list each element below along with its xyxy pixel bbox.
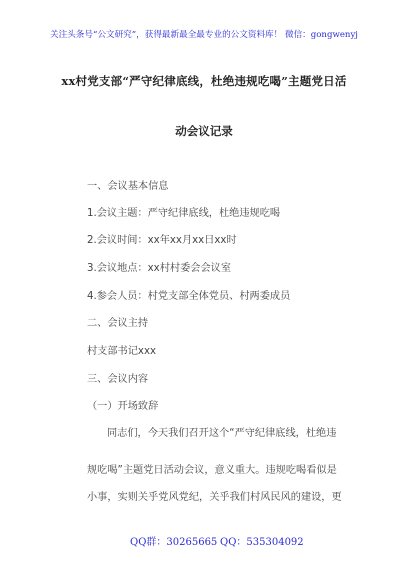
document-title-line-2: 动会议记录 [175, 124, 233, 138]
header-banner: 关注头条号“公文研究”，获得最新最全最专业的公文资料库！ 微信：gongwenyj [50, 30, 358, 40]
footer-qq-group: QQ群：30265665 [130, 537, 218, 548]
paragraph-line-1: 同志们，今天我们召开这个“严守纪律底线，杜绝违 [107, 428, 337, 439]
section-heading-basic-info: 一、会议基本信息 [87, 181, 169, 192]
section-heading-host: 二、会议主持 [87, 318, 149, 329]
document-title-line-1: xx村党支部“严守纪律底线，杜绝违规吃喝”主题党日活 [61, 74, 347, 88]
meeting-attendees: 4.参会人员：村党支部全体党员、村两委成员 [87, 291, 291, 302]
meeting-topic: 1.会议主题：严守纪律底线，杜绝违规吃喝 [87, 208, 281, 219]
meeting-location: 3.会议地点：xx村村委会会议室 [87, 263, 232, 274]
paragraph-line-2: 规吃喝”主题党日活动会议，意义重大。违规吃喝看似是 [87, 465, 337, 476]
meeting-host: 村支部书记xxx [87, 346, 157, 357]
meeting-time: 2.会议时间：xx年xx月xx日xx时 [87, 235, 237, 246]
subsection-opening: （一）开场致辞 [87, 401, 159, 412]
footer-qq: QQ：535304092 [220, 537, 304, 548]
paragraph-line-3: 小事，实则关乎党风党纪，关乎我们村风民风的建设，更 [87, 492, 342, 503]
section-heading-content: 三、会议内容 [87, 374, 149, 385]
